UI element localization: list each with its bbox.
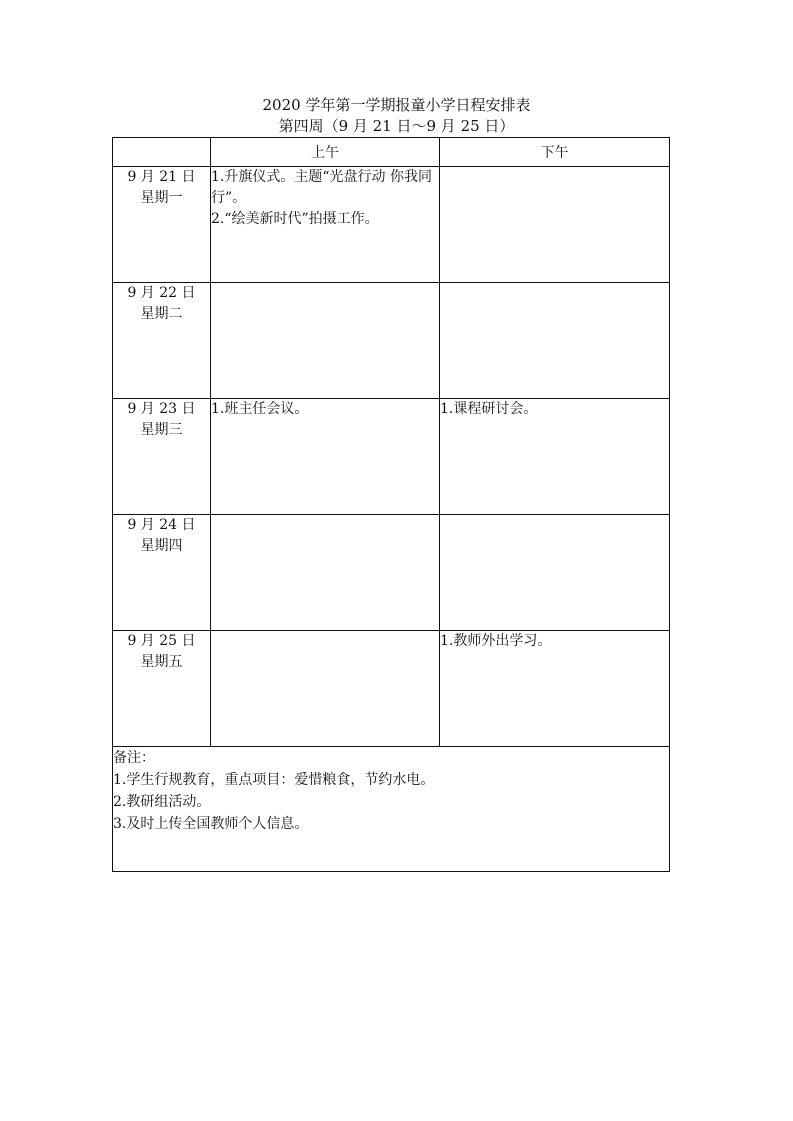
weekday-text: 星期五	[140, 654, 183, 670]
date-text: 9 月 21 日	[127, 169, 196, 185]
weekday-text: 星期三	[140, 422, 183, 438]
date-text: 9 月 23 日	[127, 401, 196, 417]
table-row	[113, 515, 670, 631]
notes-cell	[113, 747, 670, 872]
document-subtitle: 第四周（9 月 21 日～9 月 25 日）	[278, 117, 515, 135]
date-cell	[113, 399, 211, 515]
date-cell	[113, 515, 211, 631]
afternoon-cell	[440, 399, 670, 515]
afternoon-cell	[440, 283, 670, 399]
task-item: 1.教师外出学习。	[440, 633, 552, 649]
task-item: 1.升旗仪式。主题“光盘行动 你我同行”。	[211, 169, 432, 206]
weekday-text: 星期一	[140, 190, 183, 206]
header-afternoon: 下午	[440, 138, 670, 167]
table-row	[113, 631, 670, 747]
morning-cell	[211, 283, 440, 399]
table-row	[113, 399, 670, 515]
date-cell	[113, 631, 211, 747]
morning-cell	[211, 167, 440, 283]
schedule-table	[112, 137, 670, 872]
date-text: 9 月 22 日	[127, 285, 196, 301]
afternoon-cell	[440, 167, 670, 283]
afternoon-cell	[440, 515, 670, 631]
header-date	[113, 138, 211, 167]
morning-cell	[211, 631, 440, 747]
note-item: 1.学生行规教育，重点项目：爱惜粮食，节约水电。	[113, 772, 435, 788]
notes-row	[113, 747, 670, 872]
morning-cell	[211, 515, 440, 631]
morning-cell	[211, 399, 440, 515]
afternoon-cell	[440, 631, 670, 747]
document-title: 2020 学年第一学期报童小学日程安排表	[262, 96, 531, 114]
header-row	[113, 138, 670, 167]
date-text: 9 月 25 日	[127, 633, 196, 649]
table-row	[113, 167, 670, 283]
task-item: 1.班主任会议。	[211, 401, 309, 417]
note-item: 2.教研组活动。	[113, 794, 211, 810]
task-item: 1.课程研讨会。	[440, 401, 538, 417]
date-text: 9 月 24 日	[127, 517, 196, 533]
header-morning: 上午	[211, 138, 440, 167]
date-cell	[113, 283, 211, 399]
note-item: 3.及时上传全国教师个人信息。	[113, 816, 309, 832]
weekday-text: 星期四	[140, 538, 183, 554]
table-row	[113, 283, 670, 399]
task-item: 2.“绘美新时代”拍摄工作。	[211, 211, 379, 227]
date-cell	[113, 167, 211, 283]
notes-label: 备注：	[113, 750, 155, 766]
weekday-text: 星期二	[140, 306, 183, 322]
